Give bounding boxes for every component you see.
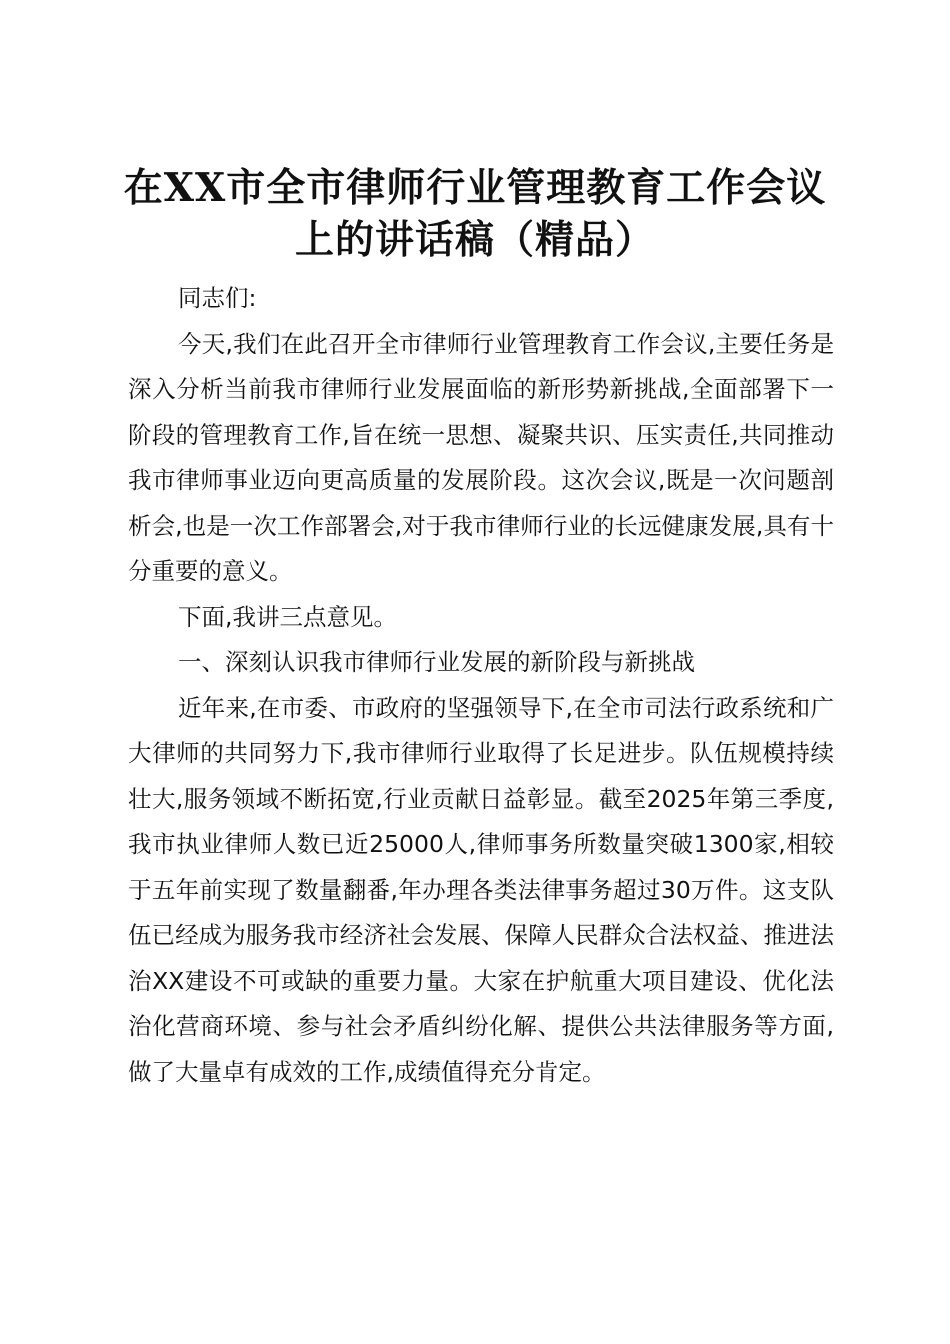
document-title: 在XX市全市律师行业管理教育工作会议上的讲话稿（精品）: [123, 165, 827, 263]
document-body: [128, 276, 834, 1095]
salutation-paragraph: 同志们:: [178, 284, 257, 312]
transition-paragraph: 下面,我讲三点意见。: [178, 602, 397, 631]
section-heading: 一、深刻认识我市律师行业发展的新阶段与新挑战: [178, 648, 695, 676]
opening-paragraph: 今天,我们在此召开全市律师行业管理教育工作会议,主要任务是深入分析当前我市律师行业发展面临的新形势新挑战,全面部署下一阶段的管理教育工作,旨在统一思想、凝聚共识、压实责任,共同推动我市律师事业迈向更高质量的发展阶段。这次会议,既是一次问题剖析会,也是一次工作部署会,对于我市律师行业的长远健康发展,具有十分重要的意义。: [128, 329, 834, 585]
body-paragraph: 近年来,在市委、市政府的坚强领导下,在全市司法行政系统和广大律师的共同努力下,我市律师行业取得了长足进步。队伍规模持续壮大,服务领域不断拓宽,行业贡献日益彰显。截至2025年第三季度,我市执业律师人数已近25000人,律师事务所数量突破1300家,相较于五年前实现了数量翻番,年办理各类法律事务超过30万件。这支队伍已经成为服务我市经济社会发展、保障人民群众合法权益、推进法治XX建设不可或缺的重要力量。大家在护航重大项目建设、优化法治化营商环境、参与社会矛盾纠纷化解、提供公共法律服务等方面,做了大量卓有成效的工作,成绩值得充分肯定。: [128, 693, 834, 1086]
